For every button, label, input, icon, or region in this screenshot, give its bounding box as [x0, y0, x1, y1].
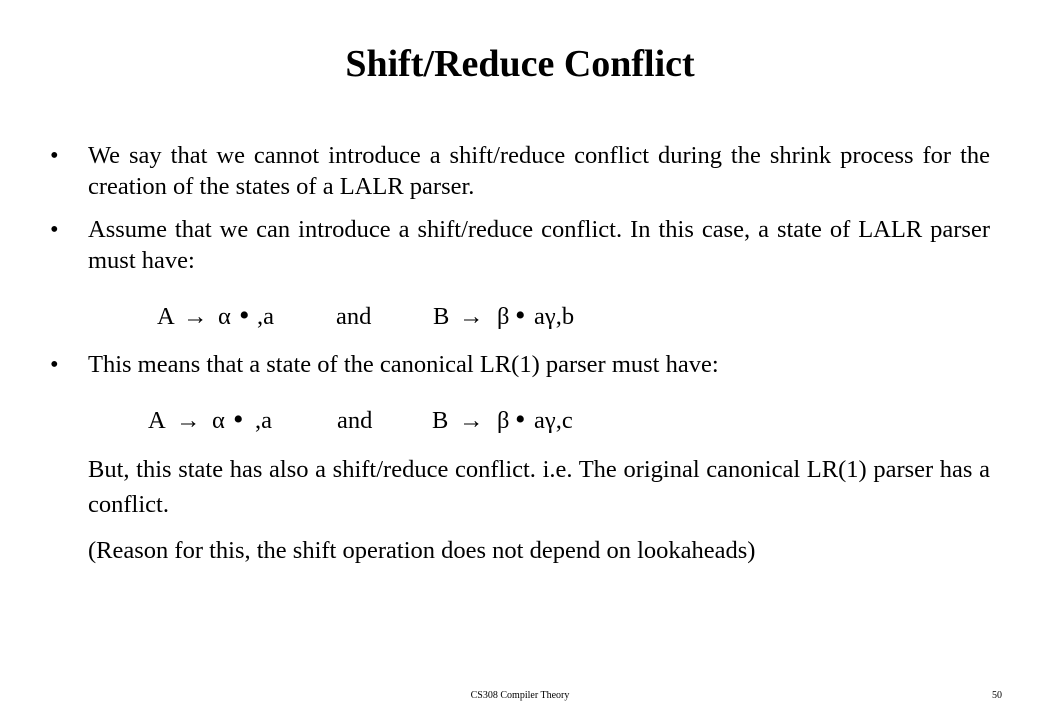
item-dot-icon: • [233, 403, 244, 436]
bullet-marker: • [50, 216, 59, 243]
bullet-text-1: We say that we cannot introduce a shift/reduce conflict during the shrink process for the creation of the states of a LALR parser. [88, 142, 990, 200]
formula-lhs-b: B [433, 303, 450, 330]
reason-paragraph: (Reason for this, the shift operation does not depend on lookaheads) [88, 537, 756, 564]
formula-rest-c: aγ,c [534, 407, 573, 434]
item-dot-icon: • [239, 299, 250, 332]
formula-lhs-b: B [432, 407, 449, 434]
arrow-icon: → [176, 407, 201, 434]
slide-title: Shift/Reduce Conflict [345, 43, 695, 85]
item-dot-icon: • [515, 299, 526, 332]
bullet-marker: • [50, 351, 59, 378]
formula-beta: β [497, 407, 510, 434]
formula-and: and [336, 303, 372, 330]
formula-alpha: α [218, 303, 231, 330]
formula-lookahead-a: ,a [257, 303, 274, 330]
bullet-text-2: Assume that we can introduce a shift/reduce conflict. In this case, a state of LALR parser must have: [88, 216, 990, 274]
formula-and: and [337, 407, 373, 434]
item-dot-icon: • [515, 403, 526, 436]
arrow-icon: → [183, 303, 208, 330]
lr1-item-pair-formula [0, 405, 1040, 439]
formula-lhs-a: A [148, 407, 166, 434]
footer-page-number: 50 [992, 690, 1002, 701]
conclusion-paragraph: But, this state has also a shift/reduce conflict. i.e. The original canonical LR(1) parser has a conflict. [88, 456, 990, 518]
footer-course-title: CS308 Compiler Theory [470, 690, 570, 701]
lalr-item-pair-formula [0, 301, 1040, 335]
formula-lookahead-a: ,a [255, 407, 272, 434]
bullet-marker: • [50, 142, 59, 169]
arrow-icon: → [459, 303, 484, 330]
formula-beta: β [497, 303, 510, 330]
bullet-item-2 [50, 214, 990, 276]
formula-lhs-a: A [157, 303, 175, 330]
formula-rest-b: aγ,b [534, 303, 575, 330]
bullet-item-1 [50, 140, 990, 202]
bullet-text-3: This means that a state of the canonical LR(1) parser must have: [88, 351, 719, 378]
bullet-item-3 [50, 349, 990, 380]
formula-alpha: α [212, 407, 225, 434]
arrow-icon: → [459, 407, 484, 434]
